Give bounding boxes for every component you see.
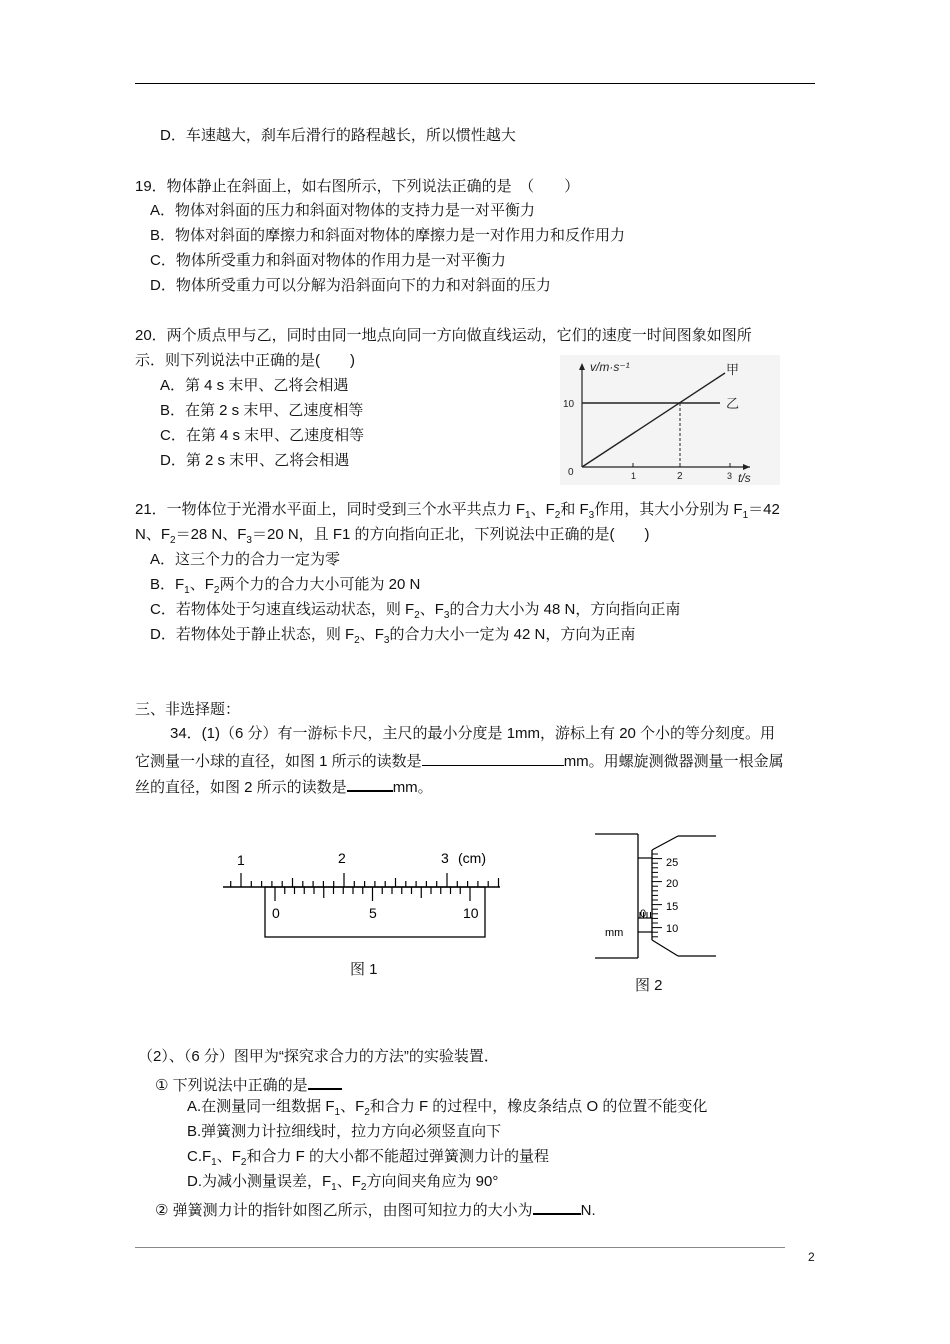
q34-2-option-b: B.弹簧测力计拉细线时，拉力方向必须竖直向下 xyxy=(187,1123,502,1140)
fig2-thimble-20: 20 xyxy=(666,878,679,890)
q18-option-d: D．车速越大，刹车后滑行的路程越长，所以惯性越大 xyxy=(160,127,516,144)
fig2-zero: 0 xyxy=(640,908,647,920)
q20-graph-label-yi: 乙 xyxy=(726,396,740,411)
fig1-unit: (cm) xyxy=(458,850,486,866)
fig1-vernier-caliper xyxy=(215,840,515,950)
fig1-vernier-label-5: 5 xyxy=(369,905,377,921)
q34-2-option-a: A.在测量同一组数据 $F_1$、$F_2$和合力 F 的过程中，橡皮条结点 O 的位置不能变化 xyxy=(187,1098,708,1118)
q20-graph-ylabel: v/m·s⁻¹ xyxy=(590,360,630,374)
q34-2-blank-1[interactable] xyxy=(308,1072,342,1090)
fig1-vernier-label-10: 10 xyxy=(463,905,479,921)
q20-graph-xtick-3: 3 xyxy=(727,471,733,481)
q19-option-b: B．物体对斜面的摩擦力和斜面对物体的摩擦力是一对作用力和反作用力 xyxy=(150,227,626,244)
q34-2-sub2: ② 弹簧测力计的指针如图乙所示，由图可知拉力的大小为 N. xyxy=(155,1197,596,1221)
q19-option-c: C．物体所受重力和斜面对物体的作用力是一对平衡力 xyxy=(150,252,506,269)
fig2-caption: 图 2 xyxy=(635,977,663,994)
section3-title: 三、非选择题： xyxy=(135,701,241,718)
q19-option-d: D．物体所受重力可以分解为沿斜面向下的力和对斜面的压力 xyxy=(150,277,551,294)
q19-stem: 19．物体静止在斜面上，如右图所示，下列说法正确的是 （ ） xyxy=(135,178,580,195)
q34-line3: 丝的直径，如图 2 所示的读数是 mm。 xyxy=(135,774,433,798)
fig2-thimble-25: 25 xyxy=(666,857,679,869)
header-rule xyxy=(135,83,815,84)
q34-blank-1[interactable] xyxy=(422,749,564,766)
q19-option-a: A．物体对斜面的压力和斜面对物体的支持力是一对平衡力 xyxy=(150,202,536,219)
q20-option-c: C．在第 4 s 末甲、乙速度相等 xyxy=(160,427,365,444)
q21-option-a: A．这三个力的合力一定为零 xyxy=(150,551,341,568)
q20-graph-ytick: 10 xyxy=(563,399,575,410)
q34-2-option-c: $C.F_1$、$F_2$和合力 F 的大小都不能超过弹簧测力计的量程 xyxy=(187,1148,549,1168)
page-number: 2 xyxy=(808,1250,815,1264)
q20-option-d: D．第 2 s 末甲、乙将会相遇 xyxy=(160,452,350,469)
fig1-vernier-label-0: 0 xyxy=(272,905,280,921)
q20-stem-line2: 示．则下列说法中正确的是( ) xyxy=(135,352,355,369)
q20-option-b: B．在第 2 s 末甲、乙速度相等 xyxy=(160,402,364,419)
q21-stem-line2: N、$F_2=28$ N、$F_3=20$ N，且 F1 的方向指向正北，下列说法中正确的是( ) xyxy=(135,526,650,546)
q21-option-c: C．若物体处于匀速直线运动状态，则 $F_2$、$F_3$的合力大小为 48 N，方向指向正南 xyxy=(150,601,681,621)
q20-graph-xtick-1: 1 xyxy=(631,471,637,481)
fig1-main-label-3: 3 xyxy=(441,850,449,866)
q21-option-d: D．若物体处于静止状态，则 $F_2$、$F_3$的合力大小一定为 42 N，方向为正南 xyxy=(150,626,636,646)
q34-line1: 34．(1)（6 分）有一游标卡尺，主尺的最小分度是 1mm，游标上有 20 个小的等分刻度。用 xyxy=(170,725,776,742)
q21-stem-line1: 21．一物体位于光滑水平面上，同时受到三个水平共点力 $F_1$、$F_2$和 $F_3$作用，其大小分别为 $F_1=42$ xyxy=(135,501,780,521)
footer-rule xyxy=(135,1247,785,1248)
q34-2-stem: （2）、（6 分）图甲为“探究求合力的方法”的实验装置． xyxy=(138,1048,499,1065)
fig2-thimble-15: 15 xyxy=(666,901,679,913)
fig1-main-label-2: 2 xyxy=(338,850,346,866)
fig2-unit: mm xyxy=(605,927,624,939)
q20-graph-xtick-2: 2 xyxy=(677,471,683,482)
q34-2-sub1: ① 下列说法中正确的是 xyxy=(155,1072,342,1096)
q21-option-b: B．$F_1$、$F_2$两个力的合力大小可能为 20 N xyxy=(150,576,421,596)
q20-vt-graph xyxy=(560,355,780,485)
q34-2-option-d: D.为减小测量误差，$F_1$、$F_2$方向间夹角应为 90° xyxy=(187,1173,499,1193)
fig2-thimble-10: 10 xyxy=(666,923,679,935)
q20-stem-line1: 20．两个质点甲与乙，同时由同一地点向同一方向做直线运动，它们的速度一时间图象如图所 xyxy=(135,327,752,344)
fig1-main-label-1: 1 xyxy=(237,852,245,868)
q34-blank-2[interactable] xyxy=(347,774,393,792)
q20-graph-label-jia: 甲 xyxy=(726,362,740,377)
fig1-caption: 图 1 xyxy=(350,961,378,978)
q20-graph-origin: 0 xyxy=(568,467,574,478)
fig2-micrometer xyxy=(590,828,720,968)
q20-graph-xlabel: t/s xyxy=(738,471,751,485)
q34-line2: 它测量一小球的直径，如图 1 所示的读数是 mm。用螺旋测微器测量一根金属 xyxy=(135,749,784,772)
q34-2-blank-2[interactable] xyxy=(533,1197,581,1215)
q20-option-a: A．第 4 s 末甲、乙将会相遇 xyxy=(160,377,349,394)
